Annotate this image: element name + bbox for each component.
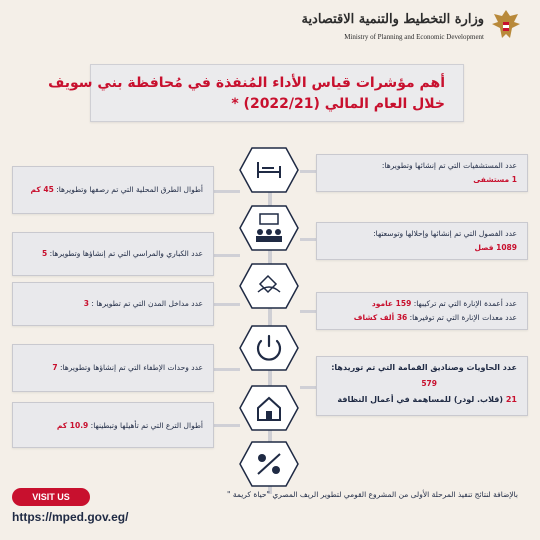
connector xyxy=(212,303,240,306)
eagle-emblem-icon xyxy=(490,8,522,42)
canal-icon xyxy=(238,440,300,488)
power-icon xyxy=(238,324,300,372)
ministry-name-en: Ministry of Planning and Economic Development xyxy=(344,33,484,41)
classroom-icon xyxy=(238,204,300,252)
card-text: عدد وحدات الإطفاء التي تم إنشاؤها وتطويرها: 7 xyxy=(52,363,203,372)
card-text: عدد الفصول التي تم إنشائها وإحلالها وتوسعتها: xyxy=(373,229,517,238)
right-card-hospitals xyxy=(316,154,528,192)
connector xyxy=(300,170,316,173)
right-card-lighting xyxy=(316,292,528,330)
left-card-city-entrances xyxy=(12,282,214,326)
right-card-cleaning xyxy=(316,356,528,416)
card-value: 1089 فصل xyxy=(474,243,517,252)
left-card-fire-units xyxy=(12,344,214,392)
card-text: عدد أعمدة الإنارة التي تم تركيبها: 159 عامود xyxy=(371,299,517,308)
connector xyxy=(300,386,316,389)
right-card-classrooms xyxy=(316,222,528,260)
connector xyxy=(300,310,316,313)
connector xyxy=(212,190,240,193)
card-text: عدد مداخل المدن التي تم تطويرها : 3 xyxy=(83,299,203,308)
website-link[interactable]: https://mped.gov.eg/ xyxy=(12,510,129,524)
title-box xyxy=(48,64,464,122)
footer-note: بالإضافة لنتائج تنفيذ المرحلة الأولى من المشروع القومي لتطوير الريف المصري "حياة كريمة " xyxy=(227,490,518,499)
left-card-canals xyxy=(12,402,214,448)
hospital-bed-icon xyxy=(238,146,300,194)
connector xyxy=(300,238,316,241)
connector xyxy=(212,368,240,371)
card-value: 579 xyxy=(421,379,437,388)
card-text: أطوال الطرق المحلية التي تم رصفها وتطويرها: 45 كم xyxy=(30,185,203,194)
lighting-icon xyxy=(238,262,300,310)
title-line-1: أهم مؤشرات قياس الأداء المُنفذة في مُحافظة بني سويف xyxy=(48,75,445,91)
house-icon xyxy=(238,384,300,432)
card-text: عدد المستشفيات التي تم إنشائها وتطويرها: xyxy=(381,161,517,170)
ministry-header xyxy=(198,6,528,46)
card-text: عدد الحاويات وصناديق القمامة التي تم توريدها: xyxy=(331,363,517,372)
connector xyxy=(212,254,240,257)
left-card-roads xyxy=(12,166,214,214)
connector xyxy=(212,424,240,427)
card-text: 21 (قلاب. لودر) للمساهمة في أعمال النظافة xyxy=(337,395,517,404)
visit-us-button[interactable]: VISIT US xyxy=(12,488,90,506)
title-line-2: خلال العام المالي (2022/21) * xyxy=(231,96,445,112)
card-text: عدد معدات الإنارة التي تم توفيرها: 36 ألف كشاف xyxy=(353,313,517,322)
left-card-bridges xyxy=(12,232,214,276)
ministry-name-ar: وزارة التخطيط والتنمية الاقتصادية xyxy=(301,12,484,27)
card-text: أطوال الترع التي تم تأهيلها وتبطينها: 10.9 كم xyxy=(56,421,203,430)
card-value: 1 مستشفى xyxy=(473,175,517,184)
card-text: عدد الكباري والمراسي التي تم إنشاؤها وتطويرها: 5 xyxy=(41,249,203,258)
